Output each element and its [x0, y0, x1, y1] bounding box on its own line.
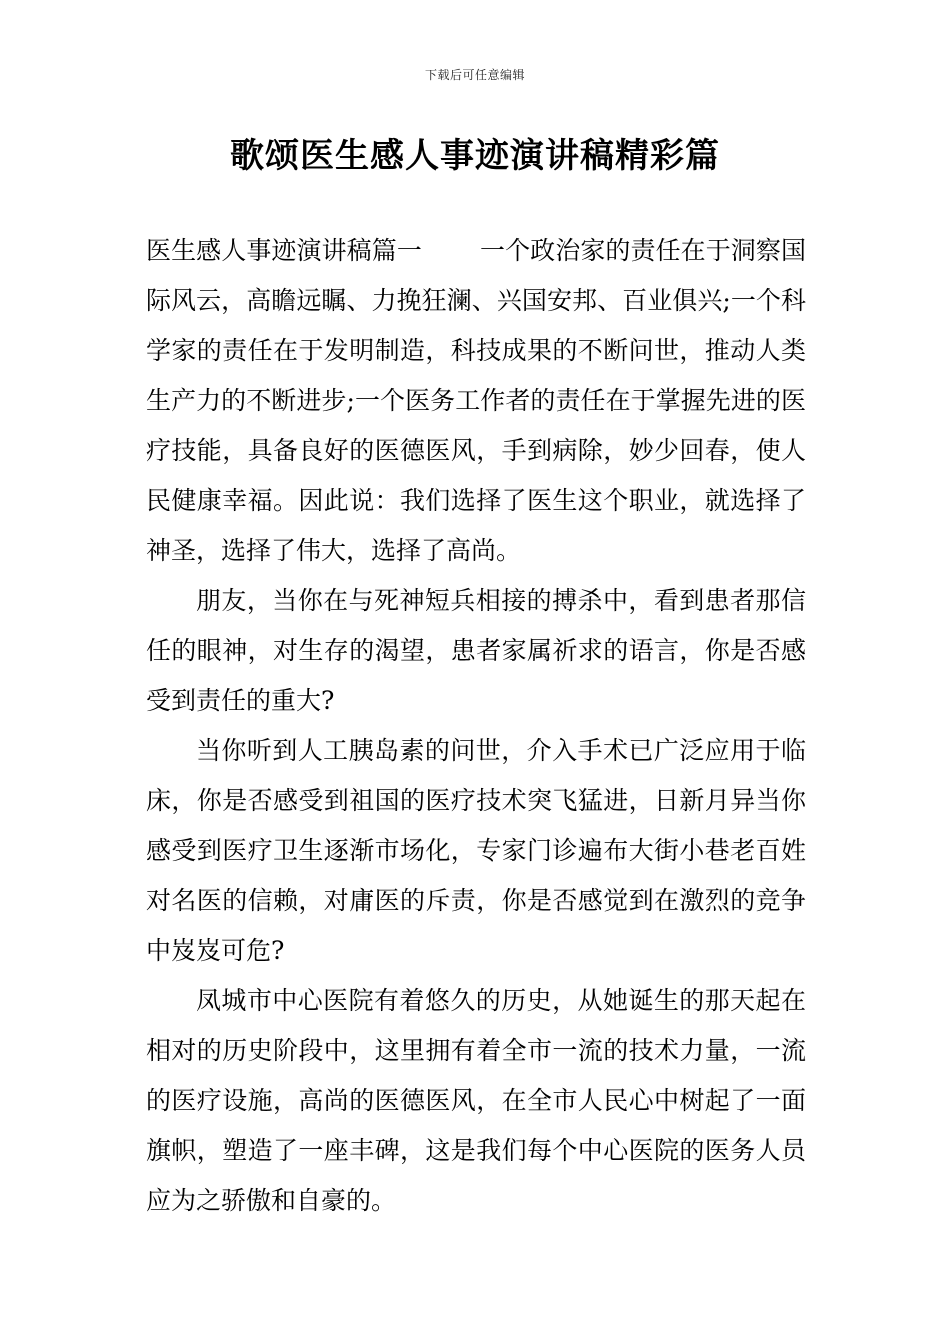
paragraph-3: 当你听到人工胰岛素的问世，介入手术已广泛应用于临床，你是否感受到祖国的医疗技术突飞猛进，日新月异当你感受到医疗卫生逐渐市场化，专家门诊遍布大街小巷老百姓对名医的信赖，对庸医的斥责，你是否感觉到在激烈的竞争中岌岌可危?: [146, 736, 806, 965]
header-note: 下载后可任意编辑: [424, 68, 525, 82]
document-body: [146, 226, 806, 1226]
paragraph-2: 朋友，当你在与死神短兵相接的搏杀中，看到患者那信任的眼神，对生存的渴望，患者家属祈求的语言，你是否感受到责任的重大?: [146, 586, 806, 715]
paragraph-4: 凤城市中心医院有着悠久的历史，从她诞生的那天起在相对的历史阶段中，这里拥有着全市一流的技术力量，一流的医疗设施，高尚的医德医风，在全市人民心中树起了一面旗帜，塑造了一座丰碑，这是我们每个中心医院的医务人员应为之骄傲和自豪的。: [146, 986, 806, 1215]
paragraph-1: [146, 226, 806, 576]
page-title: 歌颂医生感人事迹演讲稿精彩篇: [230, 136, 720, 176]
section-lead: 医生感人事迹演讲稿篇一: [146, 236, 422, 265]
paragraph-1-text: 一个政治家的责任在于洞察国际风云，高瞻远瞩、力挽狂澜、兴国安邦、百业俱兴;一个科学家的责任在于发明制造，科技成果的不断问世，推动人类生产力的不断进步;一个医务工作者的责任在于掌握先进的医疗技能，具备良好的医德医风，手到病除，妙少回春，使人民健康幸福。因此说：我们选择了医生这个职业，就选择了神圣，选择了伟大，选择了高尚。: [146, 236, 806, 565]
